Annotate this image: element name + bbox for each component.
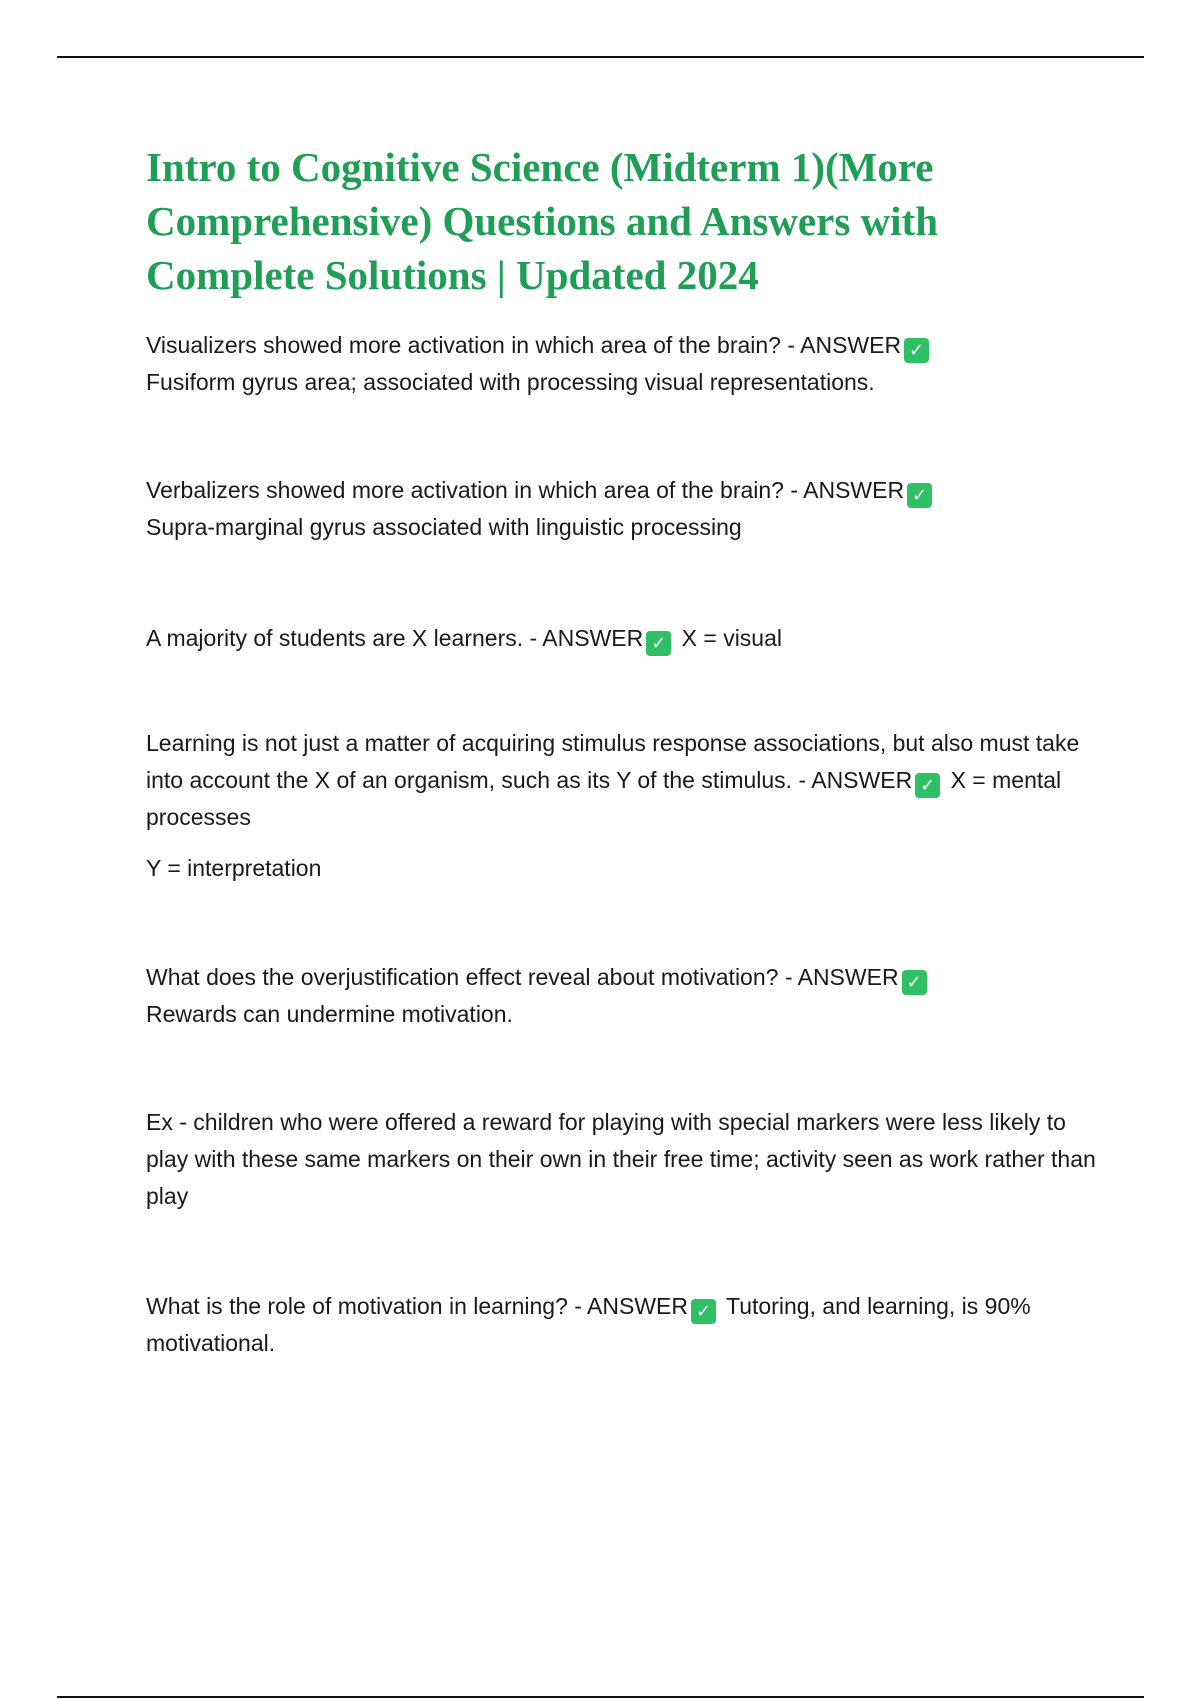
bottom-rule [57, 1696, 1144, 1698]
document-title: Intro to Cognitive Science (Midterm 1)(More Comprehensive) Questions and Answers with Complete Solutions | Updated 2024 [146, 144, 938, 298]
document-body [146, 140, 1106, 1362]
answer-text: Y = interpretation [146, 855, 322, 881]
check-mark-icon: ✓ [691, 1299, 716, 1324]
question-text: What does the overjustification effect reveal about motivation? - ANSWER [146, 964, 899, 990]
question-text: A majority of students are X learners. - ANSWER [146, 625, 644, 651]
question-text: Learning is not just a matter of acquiring stimulus response associations, but also must take into account the X of an organism, such as its Y of the stimulus. - ANSWER [146, 730, 1080, 793]
check-mark-icon: ✓ [646, 631, 671, 656]
check-mark-icon: ✓ [915, 773, 940, 798]
qa-item-6 [146, 1288, 1106, 1362]
qa-item-2 [146, 472, 1106, 546]
check-mark-icon: ✓ [907, 483, 932, 508]
qa-item-3 [146, 620, 1106, 657]
answer-text: Tutoring, and learning, is 90% motivational. [146, 1293, 1031, 1356]
answer-text: X = mental processes [146, 767, 1062, 830]
qa-item-4 [146, 725, 1106, 836]
qa-item-5 [146, 959, 1106, 1033]
example-text: Ex - children who were offered a reward for playing with special markers were less likely to play with these same markers on their own in their free time; activity seen as work rather than play [146, 1109, 1096, 1209]
check-mark-icon: ✓ [904, 338, 929, 363]
question-text: Visualizers showed more activation in which area of the brain? - ANSWER [146, 332, 902, 358]
example-paragraph [146, 1104, 1106, 1215]
question-text: Verbalizers showed more activation in which area of the brain? - ANSWER [146, 477, 905, 503]
answer-text: X = visual [681, 625, 782, 651]
check-mark-icon: ✓ [902, 970, 927, 995]
qa-item-1 [146, 327, 1106, 401]
question-text: What is the role of motivation in learning? - ANSWER [146, 1293, 689, 1319]
answer-text: Rewards can undermine motivation. [146, 1001, 513, 1027]
qa-item-4-continued [146, 850, 1106, 887]
answer-text: Supra-marginal gyrus associated with linguistic processing [146, 514, 742, 540]
answer-text: Fusiform gyrus area; associated with processing visual representations. [146, 369, 875, 395]
top-rule [57, 56, 1144, 58]
